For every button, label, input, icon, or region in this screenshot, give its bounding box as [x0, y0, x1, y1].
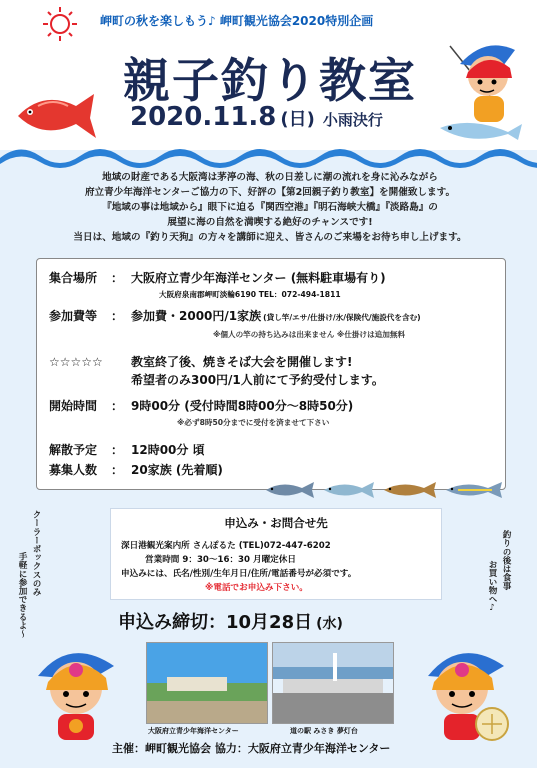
start-note: ※必ず8時50分までに受付を済ませて下さい	[177, 418, 330, 427]
capacity-row	[49, 461, 223, 478]
left-note-col2: 手軽に参加できるよ～	[17, 552, 27, 638]
colon: ：	[111, 399, 124, 413]
event-weekday: (日)	[280, 109, 315, 130]
fee-detail: (貸し竿/エサ/仕掛け/氷/保険代/施設代を含む)	[263, 313, 421, 322]
venue-address: 大阪府泉南郡岬町淡輪6190 TEL：072-494-1811	[159, 290, 341, 299]
colon: ：	[111, 271, 124, 285]
fish-row-icon	[262, 478, 532, 502]
deadline-date: 10月28日	[226, 612, 313, 633]
page-title: 親子釣り教室	[123, 54, 417, 109]
event-line-1: 教室終了後、焼きそば大会を開催します!	[131, 355, 353, 369]
fishing-mascot-icon	[430, 36, 530, 146]
event-date	[130, 102, 383, 132]
capacity-value: 20家族 (先着順)	[131, 463, 223, 477]
start-label: 開始時間	[49, 399, 98, 413]
rain-note: 小雨決行	[322, 111, 383, 129]
mascot-right-icon	[420, 636, 512, 746]
sun-icon	[42, 6, 78, 42]
michinoeki-caption: 道の駅 みさき 夢灯台	[290, 727, 358, 735]
fee-value: 参加費・2000円/1家族	[131, 309, 262, 323]
event-date-value: 2020.11.8	[130, 102, 277, 132]
fee-label: 参加費等	[49, 309, 98, 323]
start-row	[49, 397, 353, 414]
marine-center-photo	[146, 642, 268, 724]
intro-line: 地域の財産である大阪湾は茅渟の海、秋の日差しに潮の流れを身に沁みながら	[102, 172, 438, 183]
event-line-2: 希望者のみ300円/1人前にて予約受付します。	[131, 373, 384, 387]
details-box	[36, 258, 506, 490]
fee-note: ※個人の竿の持ち込みは出来ません ※仕掛けは追加無料	[213, 330, 406, 339]
intro-line: 『地域の事は地域から』眼下に迫る『関西空港』『明石海峡大橋』『淡路島』の	[102, 202, 438, 213]
stars: ☆☆☆☆☆	[49, 355, 103, 369]
red-snapper-icon	[8, 84, 98, 144]
right-note-col2: お買い物へ♪	[487, 560, 497, 613]
contact-phone-only: ※電話でお申込み下さい。	[205, 583, 308, 593]
mascot-left-icon	[30, 636, 122, 746]
start-value: 9時00分 (受付時間8時00分～8時50分)	[131, 399, 354, 413]
contact-hours: 営業時間 9：30～16：30 月曜定休日	[145, 555, 296, 565]
event-row	[49, 353, 352, 370]
intro-line: 当日は、地域の『釣り天狗』の方々を講師に迎え、皆さんのご来場をお待ち申し上げます。	[73, 232, 467, 243]
tagline: 岬町の秋を楽しもう♪ 岬町観光協会2020特別企画	[100, 14, 374, 28]
capacity-label: 募集人数	[49, 463, 98, 477]
fee-row	[49, 307, 421, 324]
deadline-label: 申込み締切：	[118, 612, 226, 633]
left-note-col1: クーラーボックスのみ	[31, 510, 41, 596]
intro-line: 展望に海の自然を満喫する絶好のチャンスです!	[167, 217, 373, 228]
right-note-col1: 釣りの後は食事	[501, 530, 511, 591]
contact-box	[110, 508, 442, 600]
end-value: 12時00分 頃	[131, 443, 205, 457]
colon: ：	[111, 463, 124, 477]
venue-value: 大阪府立青少年海洋センター (無料駐車場有り)	[131, 271, 386, 285]
footer: 主催：岬町観光協会 協力：大阪府立青少年海洋センター	[112, 742, 391, 755]
venue-label: 集合場所	[49, 271, 98, 285]
end-label: 解散予定	[49, 443, 98, 457]
deadline-weekday: (水)	[316, 616, 343, 632]
deadline	[118, 608, 343, 634]
intro-line: 府立青少年海洋センターご協力の下、好評の【第2回親子釣り教室】を開催致します。	[84, 187, 456, 198]
marine-center-caption: 大阪府立青少年海洋センター	[148, 727, 239, 735]
colon: ：	[111, 443, 124, 457]
venue-row	[49, 269, 386, 286]
contact-heading: 申込み・お問合せ先	[224, 516, 328, 530]
colon: ：	[111, 309, 124, 323]
end-row	[49, 441, 205, 458]
michinoeki-photo	[272, 642, 394, 724]
intro-text	[30, 170, 510, 245]
contact-office: 深日港観光案内所 さんぽるた (TEL)072-447-6202	[121, 541, 331, 551]
contact-requirement: 申込みには、氏名/性別/生年月日/住所/電話番号が必須です。	[121, 569, 357, 579]
